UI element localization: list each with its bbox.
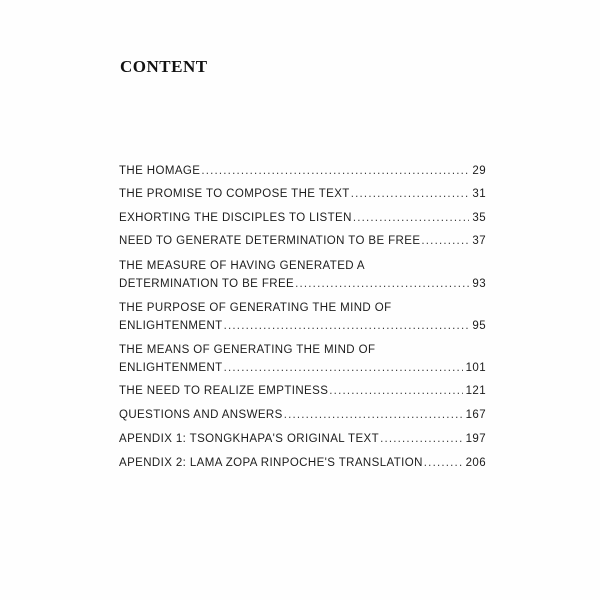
toc-page-number: 101 xyxy=(465,362,486,374)
toc-entry-title: ENLIGHTENMENT xyxy=(119,362,223,374)
toc-entry-title: DETERMINATION TO BE FREE xyxy=(119,278,295,290)
toc-entry-promise xyxy=(119,185,486,203)
toc-page-number: 29 xyxy=(472,165,486,177)
toc-page-number: 31 xyxy=(472,188,486,200)
dot-leader xyxy=(424,454,463,472)
toc-line xyxy=(119,317,486,335)
toc-entry-title: EXHORTING THE DISCIPLES TO LISTEN xyxy=(119,212,352,224)
toc-entry-means xyxy=(119,341,486,377)
toc-entry-title-line1: THE MEANS OF GENERATING THE MIND OF xyxy=(119,344,376,356)
dot-leader xyxy=(224,317,470,335)
toc-page-number: 37 xyxy=(472,235,486,247)
table-of-contents xyxy=(119,162,486,472)
toc-line xyxy=(119,209,486,227)
toc-page-number: 167 xyxy=(465,409,486,421)
toc-page-number: 93 xyxy=(472,278,486,290)
toc-entry-title: ENLIGHTENMENT xyxy=(119,320,223,332)
toc-entry-title: APENDIX 1: TSONGKHAPA'S ORIGINAL TEXT xyxy=(119,433,380,445)
toc-line xyxy=(119,185,486,203)
toc-entry-title: APENDIX 2: LAMA ZOPA RINPOCHE'S TRANSLATION xyxy=(119,457,423,469)
toc-entry-homage xyxy=(119,162,486,180)
toc-entry-title: THE NEED TO REALIZE EMPTINESS xyxy=(119,385,329,397)
toc-page-number: 95 xyxy=(472,320,486,332)
toc-entry-determination xyxy=(119,232,486,250)
toc-entry-questions xyxy=(119,406,486,424)
toc-page-number: 121 xyxy=(465,385,486,397)
dot-leader xyxy=(201,162,469,180)
dot-leader xyxy=(353,209,470,227)
toc-entry-measure xyxy=(119,257,486,293)
toc-line xyxy=(119,275,486,293)
toc-line xyxy=(119,454,486,472)
toc-line xyxy=(119,430,486,448)
toc-entry-exhorting xyxy=(119,209,486,227)
toc-entry-title-line1: THE MEASURE OF HAVING GENERATED A xyxy=(119,260,366,272)
dot-leader xyxy=(295,275,469,293)
toc-line xyxy=(119,406,486,424)
dot-leader xyxy=(284,406,463,424)
toc-entry-title: THE PROMISE TO COMPOSE THE TEXT xyxy=(119,188,350,200)
toc-page-number: 35 xyxy=(472,212,486,224)
toc-entry-title: NEED TO GENERATE DETERMINATION TO BE FREE xyxy=(119,235,421,247)
toc-entry-apendix-1 xyxy=(119,430,486,448)
toc-page-number: 197 xyxy=(465,433,486,445)
toc-line xyxy=(119,232,486,250)
dot-leader xyxy=(351,185,470,203)
toc-entry-apendix-2 xyxy=(119,454,486,472)
toc-entry-title-line1: THE PURPOSE OF GENERATING THE MIND OF xyxy=(119,302,392,314)
toc-entry-title: QUESTIONS AND ANSWERS xyxy=(119,409,283,421)
dot-leader xyxy=(224,359,463,377)
toc-line xyxy=(119,162,486,180)
toc-entry-emptiness xyxy=(119,382,486,400)
dot-leader xyxy=(421,232,469,250)
toc-page-number: 206 xyxy=(465,457,486,469)
page-title: CONTENT xyxy=(120,57,208,76)
toc-line xyxy=(119,359,486,377)
dot-leader xyxy=(329,382,462,400)
dot-leader xyxy=(380,430,463,448)
toc-entry-purpose xyxy=(119,299,486,335)
toc-line xyxy=(119,382,486,400)
toc-entry-title: THE HOMAGE xyxy=(119,165,201,177)
